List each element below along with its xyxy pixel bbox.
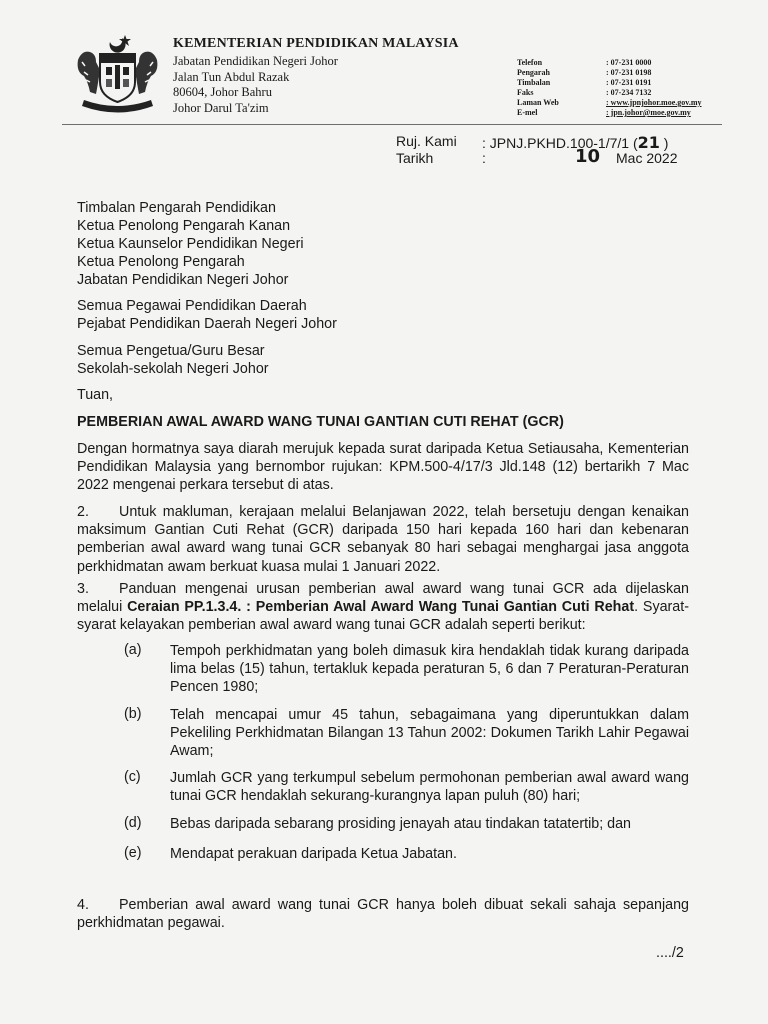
paragraph-1: Dengan hormatnya saya diarah merujuk kepada surat daripada Ketua Setiausaha, Kementerian Pendidikan Malaysia yang bernombor rujukan: KPM.500-4/17/3 Jld.148 (12) bertarikh 7 Mac 2022 mengenai perkara tersebut di atas. [77,441,689,494]
recipient-line: Semua Pengetua/Guru Besar [77,343,265,359]
item-letter: (e) [124,845,142,861]
contact-value: : 07-231 0000 [606,58,652,67]
reference-number: : JPNJ.PKHD.100-1/7/1 ( [482,135,638,151]
item-text: Tempoh perkhidmatan yang boleh dimasuk kira hendaklah tidak kurang daripada lima belas (15) tahun, tertakluk kepada peraturan 5, 6 dan 7 Peraturan-Peraturan Pencen 1980; [170,643,689,696]
recipient-line: Sekolah-sekolah Negeri Johor [77,361,269,377]
letter-subject: PEMBERIAN AWAL AWARD WANG TUNAI GANTIAN CUTI REHAT (GCR) [77,414,564,430]
address-line: Jabatan Pendidikan Negeri Johor [173,54,338,68]
contact-label: E-mel [517,108,538,117]
ministry-name: KEMENTERIAN PENDIDIKAN MALAYSIA [173,36,459,51]
circular-reference: Ceraian PP.1.3.4. : Pemberian Awal Award Wang Tunai Gantian Cuti Rehat [127,599,635,616]
item-letter: (d) [124,815,142,831]
page-continuation-marker: ..../2 [656,945,684,961]
item-letter: (a) [124,642,142,658]
paragraph-2 [77,503,689,576]
recipient-line: Pejabat Pendidikan Daerah Negeri Johor [77,316,337,332]
recipient-line: Timbalan Pengarah Pendidikan [77,200,276,216]
salutation: Tuan, [77,387,114,403]
contact-value: : 07-231 0191 [606,78,652,87]
handwritten-date-day: 10 [575,146,601,167]
paragraph-text: Pemberian awal award wang tunai GCR hanya boleh dibuat sekali sahaja sepanjang perkhidmatan pegawai. [77,897,689,932]
contact-label: Laman Web [517,98,559,107]
address-line: Johor Darul Ta'zim [173,100,269,115]
item-letter: (c) [124,769,141,785]
paragraph-3 [77,580,689,635]
item-text: Bebas daripada sebarang prosiding jenayah atau tindakan tatatertib; dan [170,816,632,832]
item-text: Telah mencapai umur 45 tahun, sebagaimana yang diperuntukkan dalam Pekeliling Perkhidmatan Bilangan 13 Tahun 2002: Dokumen Tarikh Lahir Pegawai Awam; [170,707,689,760]
paragraph-number: 3. [77,581,89,597]
item-text: Mendapat perakuan daripada Ketua Jabatan. [170,846,457,862]
date-month-year: Mac 2022 [616,150,678,166]
paragraph-number: 4. [77,897,89,913]
reference-close: ) [663,135,669,151]
contact-value: : 07-231 0198 [606,68,652,77]
paragraph-4 [77,896,689,932]
recipient-line: Semua Pegawai Pendidikan Daerah [77,298,307,314]
email-link[interactable]: : jpn.johor@moe.gov.my [606,108,691,117]
letterhead-divider [62,124,722,125]
contact-label: Telefon [517,58,543,67]
recipient-line: Jabatan Pendidikan Negeri Johor [77,272,289,288]
address-line: 80604, Johor Bahru [173,85,272,99]
item-letter: (b) [124,706,142,722]
address-line: Jalan Tun Abdul Razak [173,69,290,84]
recipient-line: Ketua Penolong Pengarah [77,254,245,270]
paragraph-text: Untuk makluman, kerajaan melalui Belanjawan 2022, telah bersetuju dengan kenaikan maksimum Gantian Cuti Rehat (GCR) daripada 150 hari kepada 160 hari dan kebenaran pemberian awal award wang tunai GCR sebanyak 80 hari sebagai menghargai jasa anggota perkhidmatan awam berkuat kuasa mulai 1 Januari 2022. [77,504,689,575]
coat-of-arms-logo [70,32,165,117]
paragraph-number: 2. [77,504,89,520]
reference-label: Ruj. Kami [396,133,457,149]
date-colon: : [482,150,486,166]
contact-label: Pengarah [517,68,550,77]
paragraph-text: Panduan mengenai urusan pemberian awal award wang tunai GCR ada dijelaskan melalui [77,581,689,616]
item-text: Jumlah GCR yang terkumpul sebelum permohonan pemberian awal award wang tunai GCR hendaklah sekurang-kurangnya lapan puluh (80) hari; [170,770,689,805]
website-link[interactable]: : www.jpnjohor.moe.gov.my [606,98,702,107]
contact-value: : 07-234 7132 [606,88,652,97]
recipient-line: Ketua Penolong Pengarah Kanan [77,218,291,234]
paragraph-text: . Syarat-syarat kelayakan pemberian awal award wang tunai GCR adalah seperti berikut: [77,599,689,634]
contact-label: Faks [517,88,534,97]
handwritten-reference-number: 21 [637,133,660,152]
contact-label: Timbalan [517,78,551,87]
date-label: Tarikh [396,150,434,166]
recipient-line: Ketua Kaunselor Pendidikan Negeri [77,236,304,252]
